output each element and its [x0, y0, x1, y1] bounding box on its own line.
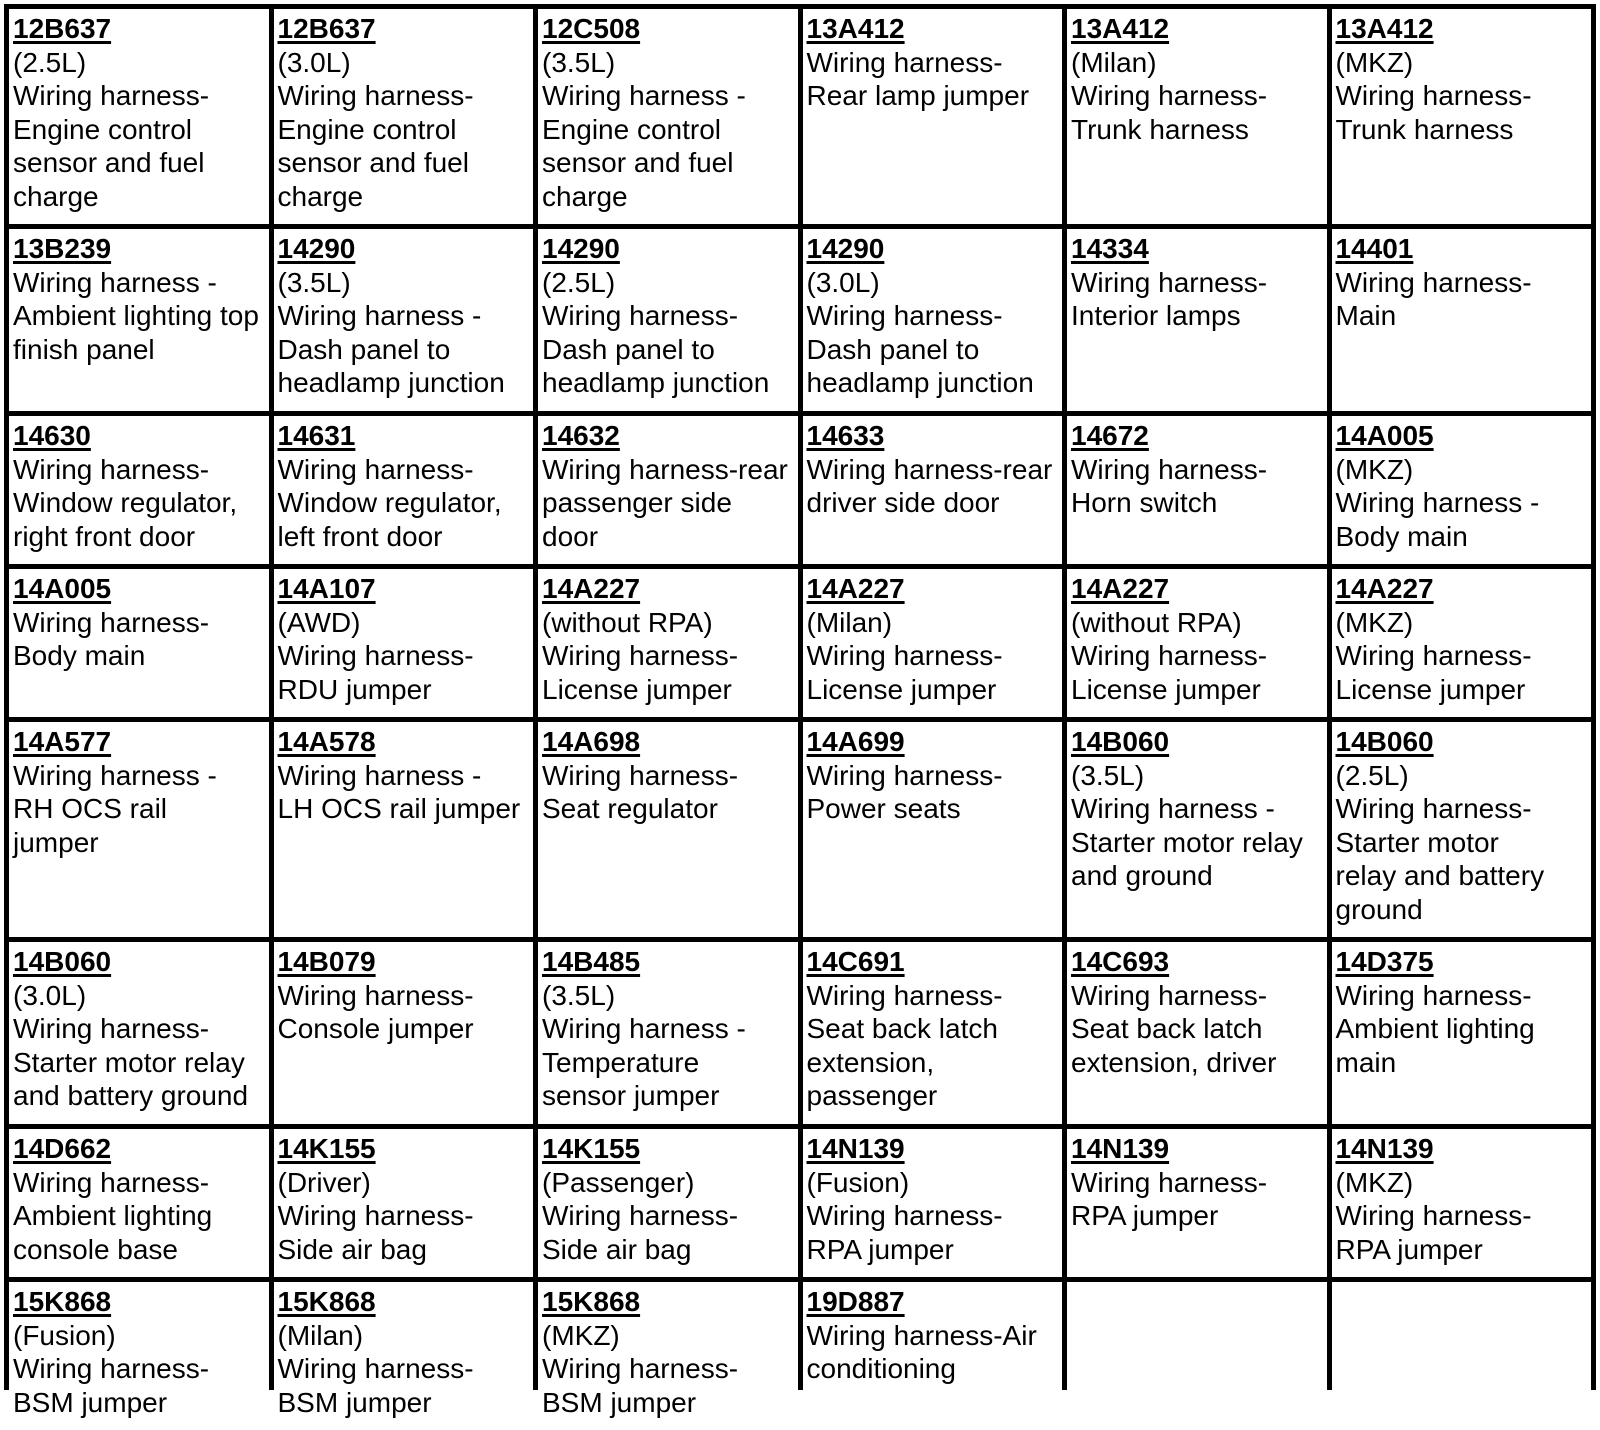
description-line: BSM jumper [277, 1386, 432, 1418]
description-line: Seat back latch [1071, 1013, 1263, 1044]
description-line: Starter motor relay [13, 1046, 245, 1078]
part-number: 14401 [1335, 233, 1414, 264]
part-number: 14C693 [1071, 946, 1170, 977]
part-number: 14290 [277, 233, 356, 264]
table-cell [9, 229, 269, 411]
description-line: Wiring harness- [277, 80, 474, 111]
description-line: Wiring harness - [542, 1013, 746, 1044]
description-line: Wiring harness- [13, 453, 210, 485]
description-line: finish panel [13, 333, 155, 365]
part-number: 14B485 [542, 946, 641, 977]
description-line: headlamp junction [542, 367, 770, 398]
description-line: Wiring harness- [1335, 80, 1532, 111]
description-line: Temperature [542, 1046, 700, 1078]
description-line: (2.5L) [542, 266, 616, 298]
description-line: right front door [13, 520, 196, 552]
description-line: Wiring harness- [806, 759, 1003, 791]
description-line: extension, [806, 1046, 935, 1078]
description-line: driver side door [806, 487, 1000, 518]
description-line: RDU jumper [277, 673, 432, 705]
description-line: (Milan) [806, 606, 893, 638]
table-cell [803, 722, 1063, 937]
table-cell [1332, 942, 1592, 1124]
part-number: 13A412 [1071, 13, 1170, 44]
part-number: 14K155 [277, 1133, 376, 1164]
description-line: Wiring harness- [13, 80, 210, 111]
description-line: (3.0L) [806, 266, 880, 298]
description-line: Wiring harness - [1335, 487, 1540, 518]
description-line: Ambient lighting [13, 1200, 213, 1231]
wiring-harness-table [4, 4, 1596, 1418]
part-number: 15K868 [13, 1286, 112, 1317]
table-cell [803, 9, 1063, 224]
part-number: 14B079 [277, 946, 376, 977]
table-cell [274, 942, 534, 1124]
table-cell [803, 416, 1063, 564]
part-number: 14631 [277, 420, 356, 451]
description-line: Wiring harness- [806, 300, 1003, 331]
description-line: (Fusion) [13, 1319, 116, 1351]
part-number: 14A005 [1335, 420, 1434, 451]
table-cell [9, 722, 269, 937]
description-line: Wiring harness- [1335, 1200, 1532, 1231]
part-number: 14B060 [1335, 726, 1434, 757]
description-line: Body main [1335, 520, 1468, 552]
description-line: License jumper [1071, 673, 1261, 705]
table-cell [274, 1282, 534, 1430]
description-line: Trunk harness [1071, 113, 1249, 145]
description-line: and ground [1071, 860, 1213, 891]
part-number: 14290 [542, 233, 620, 264]
description-line: left front door [277, 520, 443, 552]
description-line: Wiring harness- [277, 1353, 474, 1384]
part-number: 14B060 [1071, 726, 1170, 757]
part-number: 14672 [1071, 420, 1149, 451]
description-line: (3.5L) [542, 979, 616, 1011]
description-line: and battery ground [13, 1080, 249, 1111]
table-cell [803, 1129, 1063, 1277]
description-line: Engine control [542, 113, 722, 145]
table-cell [1067, 942, 1327, 1124]
part-number: 14A227 [806, 573, 905, 604]
table-cell [1067, 416, 1327, 564]
description-line: Rear lamp jumper [806, 80, 1030, 111]
part-number: 14290 [806, 233, 885, 264]
description-line: LH OCS rail jumper [277, 793, 521, 824]
description-line: Side air bag [277, 1233, 427, 1265]
description-line: Wiring harness-rear [542, 453, 788, 485]
description-line: Main [1335, 300, 1397, 331]
part-number: 19D887 [806, 1286, 905, 1317]
table-cell [1332, 416, 1592, 564]
description-line: Wiring harness - [277, 759, 482, 791]
description-line: conditioning [806, 1353, 956, 1384]
table-cell [1067, 9, 1327, 224]
description-line: (MKZ) [1335, 453, 1414, 485]
part-number: 12C508 [542, 13, 641, 44]
description-line: Wiring harness- [277, 1200, 474, 1231]
description-line: Dash panel to [277, 333, 451, 365]
description-line: (3.0L) [13, 979, 87, 1011]
description-line: Engine control [13, 113, 193, 145]
description-line: Wiring harness- [1335, 266, 1532, 298]
description-line: ground [1335, 893, 1423, 925]
description-line: Wiring harness- [1335, 793, 1532, 824]
description-line: License jumper [542, 673, 732, 705]
description-line: Side air bag [542, 1233, 692, 1265]
description-line: Wiring harness - [542, 80, 746, 111]
description-line: Wiring harness- [806, 46, 1003, 78]
description-line: Wiring harness- [542, 1200, 739, 1231]
description-line: Seat back latch [806, 1013, 998, 1044]
table-cell [538, 229, 798, 411]
table-cell [274, 416, 534, 564]
description-line: Wiring harness- [13, 1166, 210, 1198]
table-cell [1067, 722, 1327, 937]
description-line: Wiring harness- [806, 1200, 1003, 1231]
description-line: Starter motor relay [1071, 826, 1303, 858]
description-line: (Passenger) [542, 1166, 695, 1198]
description-line: Wiring harness - [277, 300, 482, 331]
description-line: BSM jumper [13, 1386, 168, 1418]
table-cell [538, 1129, 798, 1277]
description-line: RPA jumper [1071, 1200, 1219, 1231]
description-line: charge [542, 180, 628, 212]
description-line: Interior lamps [1071, 300, 1241, 331]
description-line: Body main [13, 640, 146, 671]
description-line: Starter motor [1335, 826, 1499, 858]
description-line: charge [13, 180, 99, 212]
description-line: sensor and fuel [13, 147, 205, 178]
table-cell [9, 9, 269, 224]
part-number: 14630 [13, 420, 91, 451]
table-cell [1067, 1129, 1327, 1277]
table-cell [538, 1282, 798, 1430]
table-cell [1067, 229, 1327, 411]
table-cell [538, 722, 798, 937]
description-line: Wiring harness- [277, 640, 474, 671]
description-line: Wiring harness - [13, 266, 217, 298]
table-cell [1332, 229, 1592, 411]
table-cell [9, 1282, 269, 1430]
description-line: Wiring harness- [1071, 80, 1268, 111]
description-line: (MKZ) [1335, 606, 1414, 638]
part-number: 14A227 [542, 573, 641, 604]
part-number: 14632 [542, 420, 620, 451]
description-line: Dash panel to [806, 333, 980, 365]
part-number: 14633 [806, 420, 885, 451]
part-number: 14A107 [277, 573, 376, 604]
description-line: passenger side [542, 487, 732, 518]
part-number: 14A698 [542, 726, 641, 757]
table-cell [1332, 569, 1592, 717]
description-line: Wiring harness- [806, 640, 1003, 671]
table-cell [274, 1129, 534, 1277]
table-cell [803, 229, 1063, 411]
description-line: Wiring harness- [1071, 453, 1268, 485]
description-line: (Driver) [277, 1166, 371, 1198]
table-cell [803, 569, 1063, 717]
table-cell [274, 569, 534, 717]
part-number: 13A412 [806, 13, 905, 44]
description-line: BSM jumper [542, 1386, 697, 1418]
description-line: headlamp junction [806, 367, 1034, 398]
table-cell [803, 1282, 1063, 1430]
part-number: 14C691 [806, 946, 905, 977]
description-line: Wiring harness- [13, 1013, 210, 1044]
description-line: Wiring harness- [1071, 640, 1268, 671]
part-number: 14334 [1071, 233, 1149, 264]
description-line: jumper [13, 826, 99, 858]
table-cell [538, 416, 798, 564]
description-line: sensor and fuel [277, 147, 469, 178]
part-number: 13B239 [13, 233, 112, 264]
table-cell [9, 942, 269, 1124]
description-line: headlamp junction [277, 367, 505, 398]
description-line: (2.5L) [1335, 759, 1409, 791]
description-line: sensor jumper [542, 1080, 720, 1111]
part-number: 14N139 [1335, 1133, 1434, 1164]
description-line: (Milan) [277, 1319, 364, 1351]
description-line: Seat regulator [542, 793, 718, 824]
description-line: (3.5L) [1071, 759, 1145, 791]
description-line: Ambient lighting [1335, 1013, 1535, 1044]
part-number: 14N139 [1071, 1133, 1170, 1164]
table-cell [9, 416, 269, 564]
part-number: 14D375 [1335, 946, 1434, 977]
part-number: 14N139 [806, 1133, 905, 1164]
description-line: (3.5L) [542, 46, 616, 78]
table-cell [803, 942, 1063, 1124]
description-line: (without RPA) [542, 606, 713, 638]
description-line: Wiring harness-rear [806, 453, 1053, 485]
description-line: Window regulator, [13, 487, 238, 518]
description-line: Trunk harness [1335, 113, 1514, 145]
description-line: (2.5L) [13, 46, 87, 78]
part-number: 14A005 [13, 573, 112, 604]
empty-cell [1332, 1282, 1592, 1430]
description-line: Wiring harness- [806, 979, 1003, 1011]
description-line: Wiring harness- [1335, 979, 1532, 1011]
description-line: sensor and fuel [542, 147, 734, 178]
description-line: (Fusion) [806, 1166, 910, 1198]
description-line: Wiring harness- [1071, 979, 1268, 1011]
description-line: Wiring harness- [542, 640, 739, 671]
part-number: 13A412 [1335, 13, 1434, 44]
part-number: 15K868 [542, 1286, 641, 1317]
description-line: door [542, 520, 599, 552]
part-number: 14A227 [1071, 573, 1170, 604]
description-line: extension, driver [1071, 1046, 1277, 1078]
description-line: (without RPA) [1071, 606, 1242, 638]
description-line: Wiring harness- [1335, 640, 1532, 671]
description-line: Wiring harness- [13, 606, 210, 638]
description-line: (MKZ) [1335, 46, 1414, 78]
description-line: Power seats [806, 793, 961, 824]
description-line: (3.5L) [277, 266, 351, 298]
empty-cell [1067, 1282, 1327, 1430]
description-line: Wiring harness - [1071, 793, 1275, 824]
description-line: Wiring harness- [1071, 1166, 1268, 1198]
description-line: Wiring harness- [1071, 266, 1268, 298]
description-line: console base [13, 1233, 179, 1265]
description-line: charge [277, 180, 364, 212]
part-number: 14A699 [806, 726, 905, 757]
description-line: Window regulator, [277, 487, 502, 518]
description-line: Wiring harness - [13, 759, 217, 791]
part-number: 14B060 [13, 946, 112, 977]
description-line: relay and battery [1335, 860, 1545, 891]
description-line: (AWD) [277, 606, 361, 638]
description-line: RPA jumper [806, 1233, 954, 1265]
description-line: Wiring harness- [277, 453, 474, 485]
table-cell [538, 942, 798, 1124]
part-number: 14A577 [13, 726, 112, 757]
description-line: Wiring harness-Air [806, 1319, 1037, 1351]
description-line: (Milan) [1071, 46, 1157, 78]
description-line: (MKZ) [542, 1319, 620, 1351]
table-cell [9, 1129, 269, 1277]
description-line: Console jumper [277, 1013, 474, 1044]
description-line: Wiring harness- [542, 300, 739, 331]
description-line: License jumper [806, 673, 997, 705]
table-cell [538, 9, 798, 224]
table-cell [1067, 569, 1327, 717]
description-line: RPA jumper [1335, 1233, 1483, 1265]
part-number: 15K868 [277, 1286, 376, 1317]
description-line: RH OCS rail [13, 793, 168, 824]
description-line: Ambient lighting top [13, 300, 259, 331]
description-line: Wiring harness- [13, 1353, 210, 1384]
description-line: Dash panel to [542, 333, 715, 365]
part-number: 12B637 [277, 13, 376, 44]
description-line: Engine control [277, 113, 457, 145]
table-cell [274, 9, 534, 224]
description-line: Wiring harness- [542, 1353, 739, 1384]
table-cell [1332, 9, 1592, 224]
table-cell [1332, 722, 1592, 937]
table-cell [538, 569, 798, 717]
description-line: main [1335, 1046, 1397, 1078]
part-number: 12B637 [13, 13, 112, 44]
description-line: Horn switch [1071, 487, 1218, 518]
description-line: passenger [806, 1080, 938, 1111]
table-cell [274, 229, 534, 411]
description-line: (MKZ) [1335, 1166, 1414, 1198]
description-line: (3.0L) [277, 46, 351, 78]
description-line: License jumper [1335, 673, 1526, 705]
description-line: Wiring harness- [277, 979, 474, 1011]
part-number: 14A227 [1335, 573, 1434, 604]
part-number: 14A578 [277, 726, 376, 757]
part-number: 14D662 [13, 1133, 112, 1164]
table-cell [9, 569, 269, 717]
part-number: 14K155 [542, 1133, 641, 1164]
table-cell [274, 722, 534, 937]
table-cell [1332, 1129, 1592, 1277]
description-line: Wiring harness- [542, 759, 739, 791]
